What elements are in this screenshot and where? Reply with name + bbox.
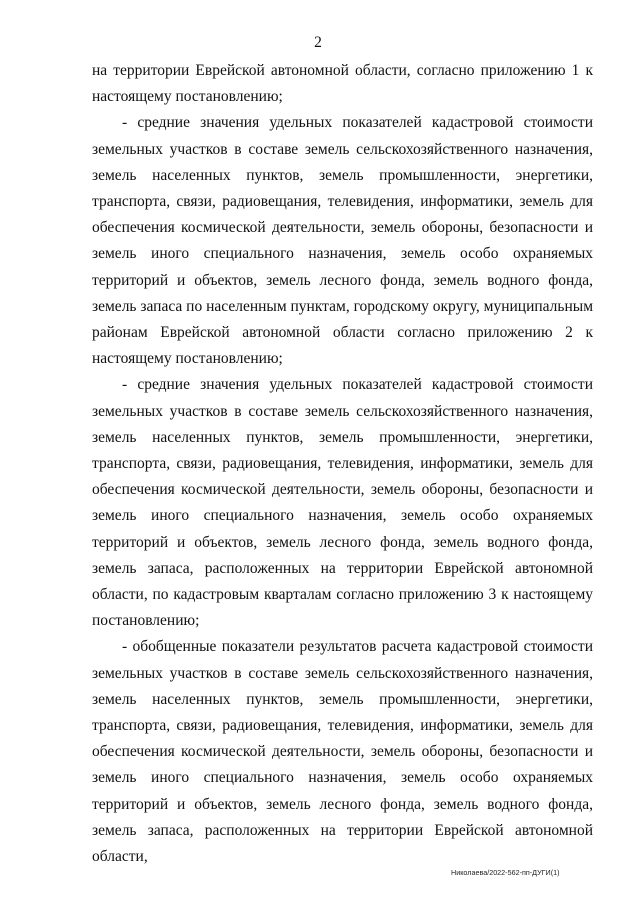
- paragraph-appendix-2: - средние значения удельных показателей кадастровой стоимости земельных участков в составе земель сельскохозяйственного назначения, земель населенных пунктов, земель промышленности, энергетики, транспорта, связи, радиовещания, телевидения, информатики, земель для обеспечения космической деятельности, земель обороны, безопасности и земель иного специального назначения, земель особо охраняемых территорий и объектов, земель лесного фонда, земель водного фонда, земель запаса по населенным пунктам, городскому округу, муниципальным районам Еврейской автономной области согласно приложению 2 к настоящему постановлению;: [92, 114, 594, 368]
- document-reference: Николаева/2022-562-пп-ДУГИ(1): [451, 868, 560, 877]
- paragraph-appendix-3: - средние значения удельных показателей кадастровой стоимости земельных участков в составе земель сельскохозяйственного назначения, земель населенных пунктов, земель промышленности, энергетики, транспорта, связи, радиовещания, телевидения, информатики, земель для обеспечения космической деятельности, земель обороны, безопасности и земель иного специального назначения, земель особо охраняемых территорий и объектов, земель лесного фонда, земель водного фонда, земель запаса, расположенных на территории Еврейской автономной области, по кадастровым кварталам согласно приложению 3 к настоящему постановлению;: [92, 376, 593, 630]
- paragraph-continuation: на территории Еврейской автономной области, согласно приложению 1 к настоящему постановлению;: [92, 62, 593, 106]
- page-number: 2: [314, 34, 322, 51]
- paragraph-generalized-indicators: - обобщенные показатели результатов расчета кадастровой стоимости земельных участков в составе земель сельскохозяйственного назначения, земель населенных пунктов, земель промышленности, энергетики, транспорта, связи, радиовещания, телевидения, информатики, земель для обеспечения космической деятельности, земель обороны, безопасности и земель иного специального назначения, земель особо охраняемых территорий и объектов, земель лесного фонда, земель водного фонда, земель запаса, расположенных на территории Еврейской автономной области,: [92, 638, 593, 866]
- document-body: [92, 58, 593, 870]
